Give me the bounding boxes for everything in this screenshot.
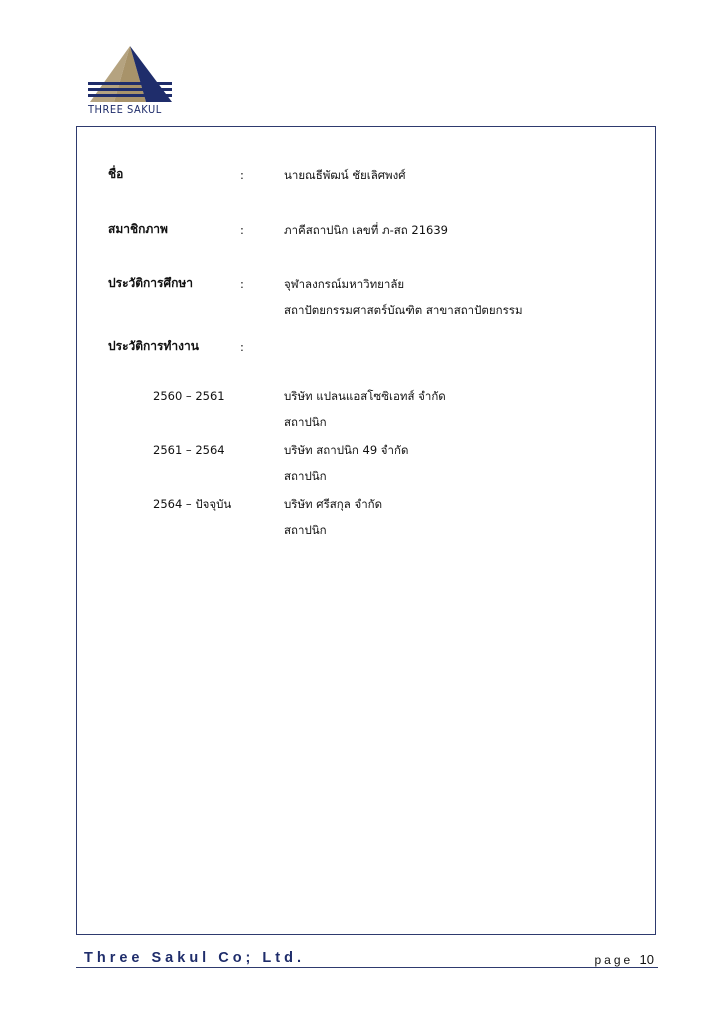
- work-period: 2561 – 2564: [153, 443, 225, 457]
- footer-page-indicator: [594, 952, 654, 967]
- page-word: page: [594, 953, 634, 967]
- logo-wordmark: THREE SAKUL: [88, 103, 162, 116]
- work-period: 2564 – ปัจจุบัน: [153, 497, 232, 511]
- content-frame: [76, 126, 656, 935]
- work-company: บริษัท แปลนแอสโซซิเอทส์ จำกัด: [284, 389, 446, 403]
- education-university: จุฬาลงกรณ์มหาวิทยาลัย: [284, 277, 405, 291]
- name-colon: :: [240, 168, 244, 182]
- work-role: สถาปนิก: [284, 523, 327, 537]
- work-company: บริษัท ศรีสกุล จำกัด: [284, 497, 383, 511]
- education-colon: :: [240, 277, 244, 291]
- work-history-colon: :: [240, 340, 244, 354]
- work-period: 2560 – 2561: [153, 389, 225, 403]
- education-label: ประวัติการศึกษา: [108, 276, 194, 290]
- name-label: ชื่อ: [108, 167, 124, 181]
- membership-colon: :: [240, 223, 244, 237]
- education-degree: สถาปัตยกรรมศาสตร์บัณฑิต สาขาสถาปัตยกรรม: [284, 303, 523, 317]
- footer-company-name: Three Sakul Co; Ltd.: [84, 950, 305, 966]
- work-company: บริษัท สถาปนิก 49 จำกัด: [284, 443, 409, 457]
- footer-rule: [76, 967, 658, 968]
- name-value: นายณธีพัฒน์ ชัยเลิศพงศ์: [284, 168, 406, 182]
- page-number: 10: [639, 952, 654, 967]
- work-history-label: ประวัติการทำงาน: [108, 339, 199, 353]
- membership-value: ภาคีสถาปนิก เลขที่ ภ-สถ 21639: [284, 223, 448, 237]
- membership-label: สมาชิกภาพ: [108, 222, 168, 236]
- work-role: สถาปนิก: [284, 415, 327, 429]
- work-role: สถาปนิก: [284, 469, 327, 483]
